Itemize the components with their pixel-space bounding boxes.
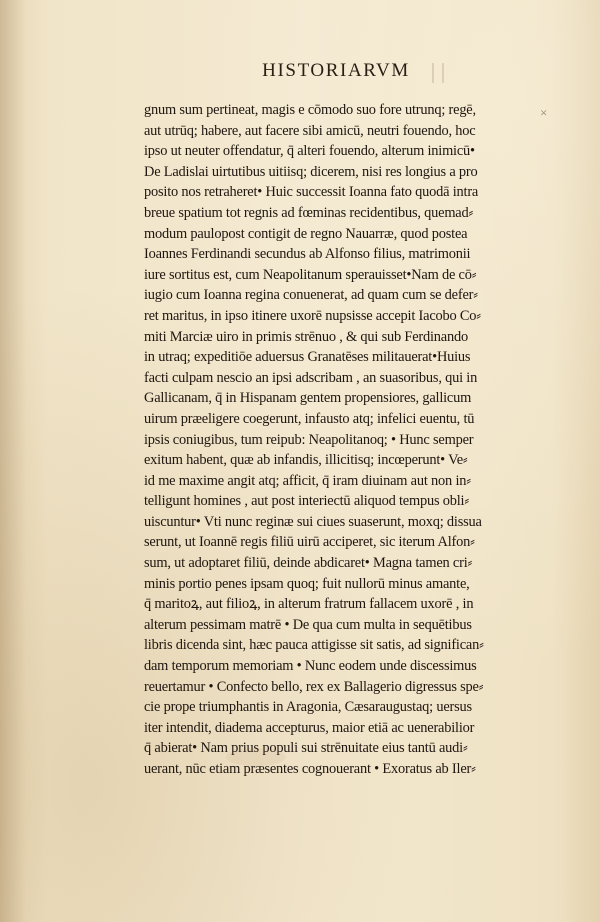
text-line: libris dicenda sint, hæc pauca attigisse sit satis, ad significan⸗: [144, 637, 484, 654]
text-line: iter intendit, diadema accepturus, maior etiā ac uenerabilior: [144, 719, 475, 736]
text-line: posito nos retraheret• Huic successit Ioanna fato quodā intra: [144, 184, 479, 201]
text-line: ret maritus, in ipso itinere uxorē nupsisse accepit Iacobo Co⸗: [144, 307, 481, 324]
show-through-mark: [432, 63, 444, 83]
text-line: minis portio penes ipsam quoq; fuit nullorū minus amante,: [144, 575, 470, 592]
text-line: id me maxime angit atq; afficit, q̄ iram diuinam aut non in⸗: [144, 472, 471, 489]
text-line: uiscuntur• Vti nunc reginæ sui ciues suaserunt, moxq; dissua: [144, 513, 482, 530]
text-line: aut utrūq; habere, aut facere sibi amicū, neutri fouendo, hoc: [144, 122, 476, 139]
text-line: Ioannes Ferdinandi secundus ab Alfonso filius, matrimonii: [144, 246, 471, 263]
text-line: gnum sum pertineat, magis e cōmodo suo fore utrunq; regē,: [144, 102, 476, 118]
paper-stain: [226, 748, 286, 766]
text-line: q̄ abierat• Nam prius populi sui strēnuitate eius tantū audi⸗: [144, 740, 468, 757]
running-header: HISTORIARVM: [262, 60, 410, 81]
text-line: iure sortitus est, cum Neapolitanum sperauisset•Nam de cō⸗: [144, 266, 477, 283]
text-line: breue spatium tot regnis ad fœminas recidentibus, quemad⸗: [144, 204, 474, 221]
margin-note: ×: [540, 105, 548, 120]
text-line: modum paulopost contigit de regno Nauarræ, quod postea: [144, 225, 468, 242]
text-line: dam temporum memoriam • Nunc eodem unde discessimus: [144, 658, 477, 675]
text-line: De Ladislai uirtutibus uitiisq; dicerem, nisi res longius a pro: [144, 163, 478, 180]
text-line: reuertamur • Confecto bello, rex ex Ballagerio digressus spe⸗: [144, 678, 484, 695]
text-line: ipsis coniugibus, tum reipub: Neapolitanoq; • Hunc semper: [144, 431, 474, 448]
text-line: exitum habent, quæ ab infandis, illicitisq; incœperunt• Ve⸗: [144, 452, 468, 469]
text-line: iugio cum Ioanna regina conuenerat, ad quam cum se defer⸗: [144, 287, 478, 304]
text-line: telligunt homines , aut post interiectū aliquod tempus obli⸗: [144, 493, 469, 510]
text-line: facti culpam nescio an ipsi adscribam , an suasoribus, qui in: [144, 369, 478, 386]
text-line: miti Marciæ uiro in primis strēnuo , & qui sub Ferdinando: [144, 328, 468, 345]
text-line: uerant, nūc etiam præsentes cognouerant • Exoratus ab Iler⸗: [144, 761, 476, 777]
text-line: in utraq; expeditiōe aduersus Granatēses militauerat•Huius: [144, 349, 471, 366]
text-line: cie prope triumphantis in Aragonia, Cæsaraugustaq; uersus: [144, 699, 472, 716]
text-line: sum, ut adoptaret filiū, deinde abdicaret• Magna tamen cri⸗: [144, 555, 473, 572]
text-line: ipso ut neuter offendatur, q̄ alteri fouendo, alterum inimicū•: [144, 143, 475, 160]
text-line: serunt, ut Ioannē regis filiū uirū acciperet, sic iterum Alfon⸗: [144, 534, 475, 551]
body-text: [144, 100, 544, 780]
text-line: q̄ maritoꝝ, aut filioꝝ, in alterum fratrum fallacem uxorē , in: [144, 596, 474, 613]
text-line: alterum pessimam matrē • De qua cum multa in sequētibus: [144, 616, 472, 633]
text-line: Gallicanam, q̄ in Hispanam gentem propensiores, gallicum: [144, 390, 472, 407]
text-line: uirum præeligere coegerunt, infausto atq; infelici euentu, tū: [144, 410, 475, 427]
